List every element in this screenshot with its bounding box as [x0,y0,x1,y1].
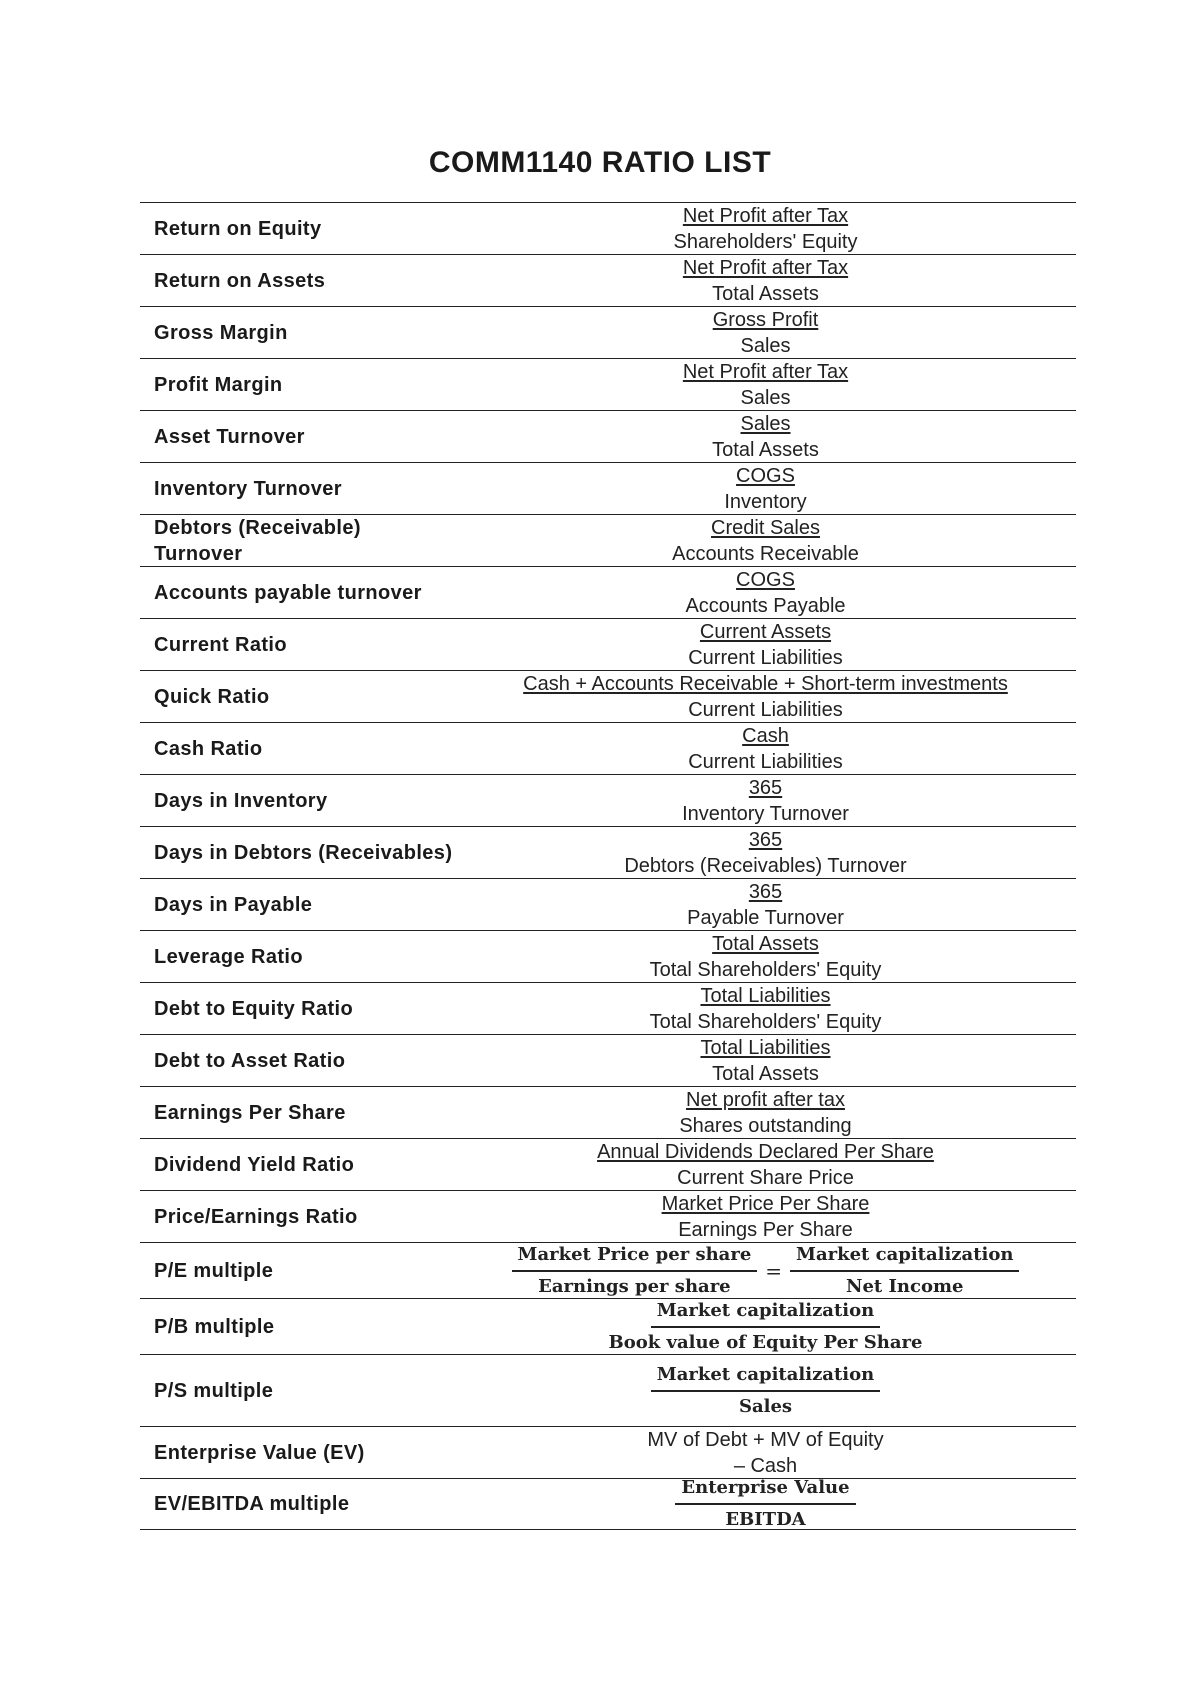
ratio-formula [455,983,1076,1035]
formula-denominator: Net Income [846,1275,964,1297]
formula-numerator: Market capitalization [651,1363,880,1392]
formula-numerator: Market capitalization [651,1299,880,1328]
ratio-name: Quick Ratio [154,685,270,708]
formula-denominator: Total Assets [712,438,819,461]
formula-numerator: Cash [742,724,789,747]
formula-numerator: Market Price Per Share [661,1192,870,1215]
formula-numerator: Net profit after tax [686,1088,845,1111]
ratio-row-ev-ebitda [140,1478,1076,1530]
ratio-formula [455,775,1076,827]
ratio-row [140,930,1076,982]
formula-numerator: COGS [736,568,795,591]
ratio-name: Dividend Yield Ratio [154,1153,355,1176]
ratio-row [140,462,1076,514]
ratio-name: Price/Earnings Ratio [154,1205,358,1228]
ratio-formula [455,827,1076,879]
formula-numerator: Net Profit after Tax [682,360,849,383]
formula-numerator: Credit Sales [711,516,820,539]
formula-denominator: Earnings per share [538,1275,731,1297]
ratio-formula [455,671,1076,723]
formula-denominator: Payable Turnover [687,906,844,929]
formula-denominator: Sales [740,386,791,409]
ratio-row [140,254,1076,306]
ratio-row [140,1138,1076,1190]
fraction [603,1299,929,1355]
formula-denominator: Shareholders' Equity [673,230,858,253]
ratio-name: Debt to Asset Ratio [154,1049,346,1072]
ratio-formula [455,515,1076,567]
document-title: COMM1140 RATIO LIST [428,146,772,179]
ratio-row-ps-multiple [140,1354,1076,1426]
fraction [675,1476,855,1532]
ratio-formula [455,359,1076,411]
ratio-name: P/S multiple [154,1379,274,1402]
ratio-row [140,670,1076,722]
formula-numerator: Net Profit after Tax [682,256,849,279]
formula-numerator: Cash + Accounts Receivable + Short-term investments [523,672,1008,695]
ratio-row-pb-multiple [140,1298,1076,1354]
ratio-row [140,358,1076,410]
formula-denominator: Sales [740,334,791,357]
fraction [512,1243,758,1299]
ratio-formula [455,1035,1076,1087]
fraction [790,1243,1019,1299]
formula-numerator: COGS [736,464,795,487]
formula-numerator: Total Liabilities [700,1036,831,1059]
ratio-formula [455,255,1076,307]
ratio-row [140,722,1076,774]
pe-equation [512,1243,1020,1299]
ratio-name: Profit Margin [154,373,283,396]
formula-denominator: Accounts Payable [685,594,846,617]
ratio-name: Leverage Ratio [154,945,303,968]
formula-numerator: Market Price per share [512,1243,758,1272]
ratio-formula [455,931,1076,983]
ratio-table [140,202,1076,1530]
ratio-formula [455,463,1076,515]
formula-numerator: Total Liabilities [700,984,831,1007]
ratio-formula [455,1139,1076,1191]
ratio-formula [455,1476,1076,1532]
ratio-name: Enterprise Value (EV) [154,1441,365,1464]
ratio-name: Debtors (Receivable) Turnover [154,516,361,565]
ratio-name: Debt to Equity Ratio [154,997,354,1020]
formula-denominator: Inventory Turnover [682,802,849,825]
ratio-row [140,1086,1076,1138]
formula-denominator: Current Liabilities [688,750,843,773]
formula-numerator: Enterprise Value [675,1476,855,1505]
ratio-name: Accounts payable turnover [154,581,422,604]
ratio-row-pe-multiple [140,1242,1076,1298]
ratio-formula [455,1243,1076,1299]
ratio-formula [455,1299,1076,1355]
ratio-name: Return on Assets [154,269,326,292]
formula-denominator: Accounts Receivable [672,542,859,565]
ratio-name: Gross Margin [154,321,288,344]
ratio-formula [455,1427,1076,1479]
ratio-formula [455,879,1076,931]
ratio-row [140,826,1076,878]
ratio-name: EV/EBITDA multiple [154,1493,350,1515]
ratio-formula [455,619,1076,671]
ratio-row [140,1190,1076,1242]
ratio-row [140,306,1076,358]
ratio-formula [455,567,1076,619]
ratio-name: Days in Payable [154,893,313,916]
formula-denominator: Current Share Price [677,1166,854,1189]
ratio-name: Current Ratio [154,633,287,656]
ratio-name: P/B multiple [154,1315,275,1338]
formula-denominator: Sales [738,1395,793,1417]
formula-numerator: Gross Profit [712,308,819,331]
ratio-formula [455,203,1076,255]
formula-denominator: Shares outstanding [679,1114,852,1137]
formula-numerator: Total Assets [712,932,819,955]
formula-denominator: Book value of Equity Per Share [608,1331,923,1353]
formula-numerator: Net Profit after Tax [682,204,849,227]
fraction [651,1363,880,1419]
formula-denominator: Current Liabilities [688,698,843,721]
ratio-name: Earnings Per Share [154,1101,346,1124]
formula-numerator: 365 [748,880,783,903]
formula-numerator: Sales [740,412,791,435]
ratio-row-enterprise-value [140,1426,1076,1478]
ratio-row [140,514,1076,566]
formula-denominator: Total Assets [712,1062,819,1085]
ratio-row [140,1034,1076,1086]
formula-denominator: Earnings Per Share [678,1218,853,1241]
formula-numerator: Market capitalization [790,1243,1019,1272]
formula-numerator: 365 [748,828,783,851]
ratio-row [140,618,1076,670]
ratio-row [140,566,1076,618]
formula-denominator: Total Assets [712,282,819,305]
ev-formula-line-2: – Cash [733,1454,798,1477]
ratio-formula [455,1363,1076,1419]
formula-denominator: Inventory [724,490,807,513]
formula-numerator: Annual Dividends Declared Per Share [597,1140,934,1163]
formula-denominator: Total Shareholders' Equity [649,958,882,981]
formula-denominator: Debtors (Receivables) Turnover [624,854,907,877]
ratio-name: Inventory Turnover [154,477,342,500]
ratio-formula [455,1087,1076,1139]
ratio-name: Cash Ratio [154,737,263,760]
equals-sign: = [765,1258,783,1283]
formula-numerator: Current Assets [699,620,832,643]
formula-denominator: Total Shareholders' Equity [649,1010,882,1033]
ratio-name: Days in Inventory [154,789,328,812]
ratio-name: Asset Turnover [154,425,305,448]
simple-ratio-rows [140,202,1076,1242]
formula-denominator: EBITDA [725,1509,806,1530]
formula-denominator: Current Liabilities [688,646,843,669]
ratio-formula [455,411,1076,463]
formula-numerator: 365 [748,776,783,799]
ratio-formula [455,723,1076,775]
ratio-row [140,202,1076,254]
ratio-row [140,774,1076,826]
ratio-row [140,982,1076,1034]
ratio-row [140,410,1076,462]
ratio-name: Days in Debtors (Receivables) [154,841,453,864]
ratio-name: P/E multiple [154,1259,274,1282]
ratio-name: Return on Equity [154,217,322,240]
ratio-row [140,878,1076,930]
ev-formula-line-1: MV of Debt + MV of Equity [647,1428,884,1451]
ratio-formula [455,1191,1076,1243]
ratio-formula [455,307,1076,359]
